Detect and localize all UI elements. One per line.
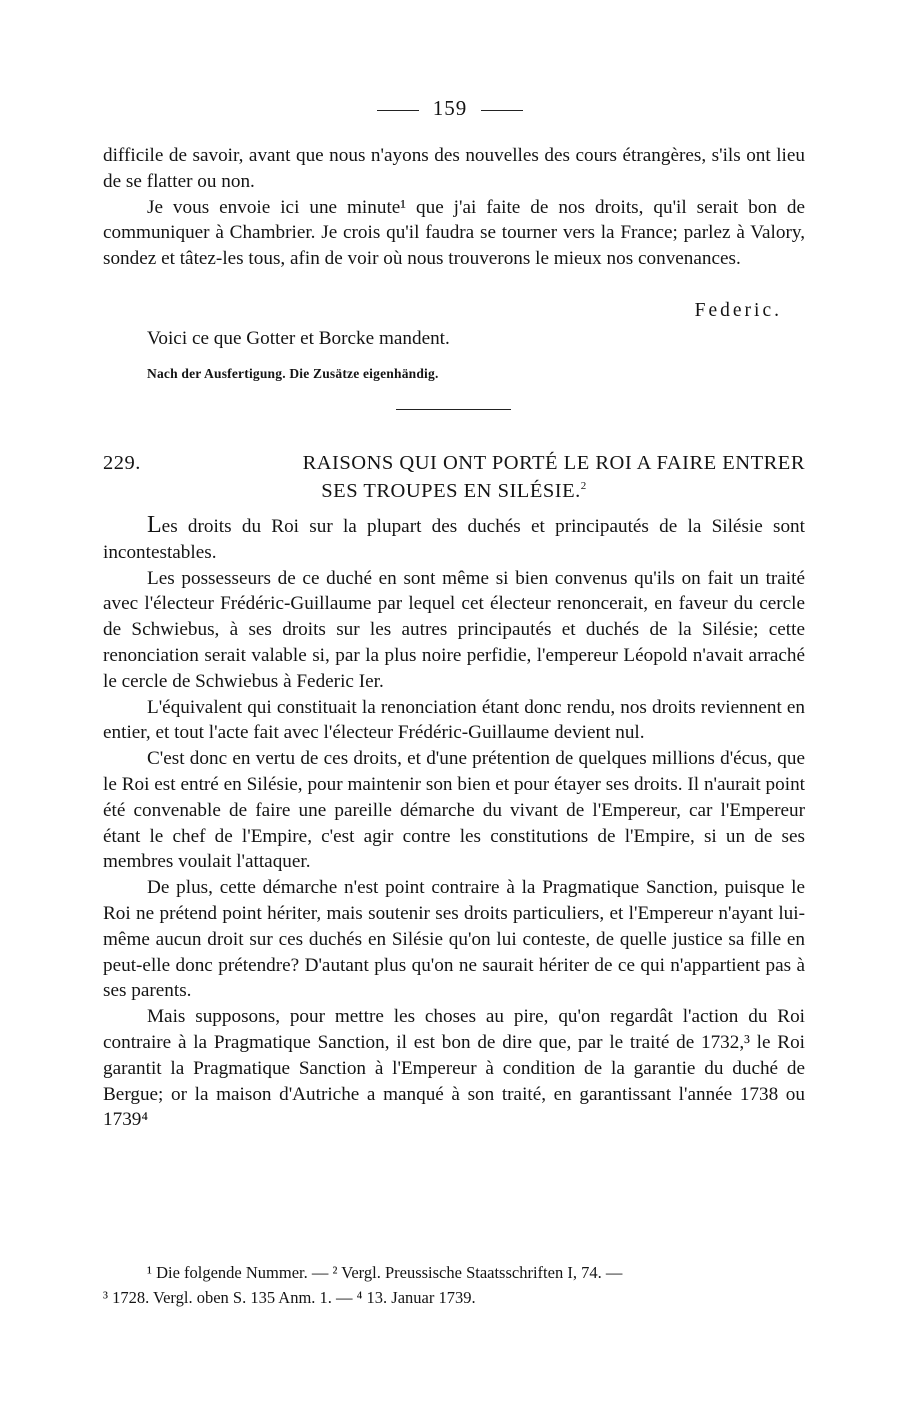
section-paragraph-1	[103, 513, 805, 566]
page-header	[0, 96, 900, 121]
section-title	[103, 449, 805, 505]
section-paragraph-1-text: es droits du Roi sur la plupart des duchés et principautés de la Silésie sont incontestables.	[103, 516, 805, 563]
footnotes	[103, 1260, 805, 1310]
section-paragraph-4: C'est donc en vertu de ces droits, et d'une prétention de quelques millions d'écus, que le Roi est entré en Silésie, pour maintenir son bien et pour étayer ses droits. Il n'aurait point été convenable de faire une pareille démarche du vivant de l'Empereur, car l'Empereur étant le chef de l'Empire, c'est agir contre les constitutions de l'Empire, si un de ses membres voulait l'attaquer.	[103, 748, 805, 873]
section-title-line-1: RAISONS QUI ONT PORTÉ LE ROI A FAIRE ENTRER	[302, 452, 805, 474]
section-paragraph-5: De plus, cette démarche n'est point contraire à la Pragmatique Sanction, puisque le Roi ne prétend point hériter, mais soutenir ses droits particuliers, et l'Empereur n'ayant lui-même aucun droit sur ces duchés en Silésie qu'on lui conteste, de quelle justice sa fille en peut-elle donc prétendre? D'autant plus qu'on ne saurait hériter de ce qui n'appartient pas à ses parents.	[103, 877, 805, 1002]
footnote-line-1: ¹ Die folgende Nummer. — ² Vergl. Preussische Staatsschriften I, 74. —	[147, 1263, 623, 1282]
postscript: Voici ce que Gotter et Borcke mandent.	[147, 328, 450, 349]
page-number: 159	[432, 96, 468, 120]
section-paragraph-6: Mais supposons, pour mettre les choses au pire, qu'on regardât l'action du Roi contraire à la Pragmatique Sanction, il est bon de dire que, par le traité de 1732,³ le Roi garantit la Pragmatique Sanction à l'Empereur à condition de la garantie du duché de Bergue; or la maison d'Autriche a manqué à son traité, en garantissant l'année 1738 ou 1739⁴	[103, 1006, 805, 1131]
signature: Federic.	[694, 300, 782, 321]
section-paragraph-2: Les possesseurs de ce duché en sont même si bien convenus qu'ils on fait un traité avec l'électeur Frédéric-Guillaume par lequel cet électeur renoncerait, en faveur du cercle de Schwiebus, à ses droits sur les autres principautés et duchés de la Silésie; cette renonciation serait valable si, par la plus noire perfidie, l'empereur Léopold n'avait arraché le cercle de Schwiebus à Federic Ier.	[103, 567, 805, 692]
source-note: Nach der Ausfertigung. Die Zusätze eigenhändig.	[147, 366, 439, 381]
section-divider	[396, 409, 511, 410]
letter-paragraph-2: Je vous envoie ici une minute¹ que j'ai faite de nos droits, qu'il serait bon de communiquer à Chambrier. Je crois qu'il faudra se tourner vers la France; parlez à Valory, sondez et tâtez-les tous, afin de voir où nous trouverons le mieux nos convenances.	[103, 196, 805, 270]
section-title-line-2: SES TROUPES EN SILÉSIE.	[321, 480, 581, 502]
section-body	[103, 513, 805, 1133]
letter-body	[103, 143, 805, 272]
footnote-line-2: ³ 1728. Vergl. oben S. 135 Anm. 1. — ⁴ 13. Januar 1739.	[103, 1288, 476, 1307]
section-paragraph-3: L'équivalent qui constituait la renonciation étant donc rendu, nos droits reviennent en entier, et tout l'acte fait avec l'électeur Frédéric-Guillaume devient nul.	[103, 696, 805, 744]
header-dash-left	[377, 110, 419, 111]
header-dash-right	[481, 110, 523, 111]
title-footnote-mark: 2	[580, 480, 587, 493]
section-number: 229.	[103, 452, 141, 474]
letter-paragraph-1: difficile de savoir, avant que nous n'ayons des nouvelles des cours étrangères, s'ils ont lieu de se flatter ou non.	[103, 145, 805, 192]
dropcap: L	[147, 512, 162, 538]
